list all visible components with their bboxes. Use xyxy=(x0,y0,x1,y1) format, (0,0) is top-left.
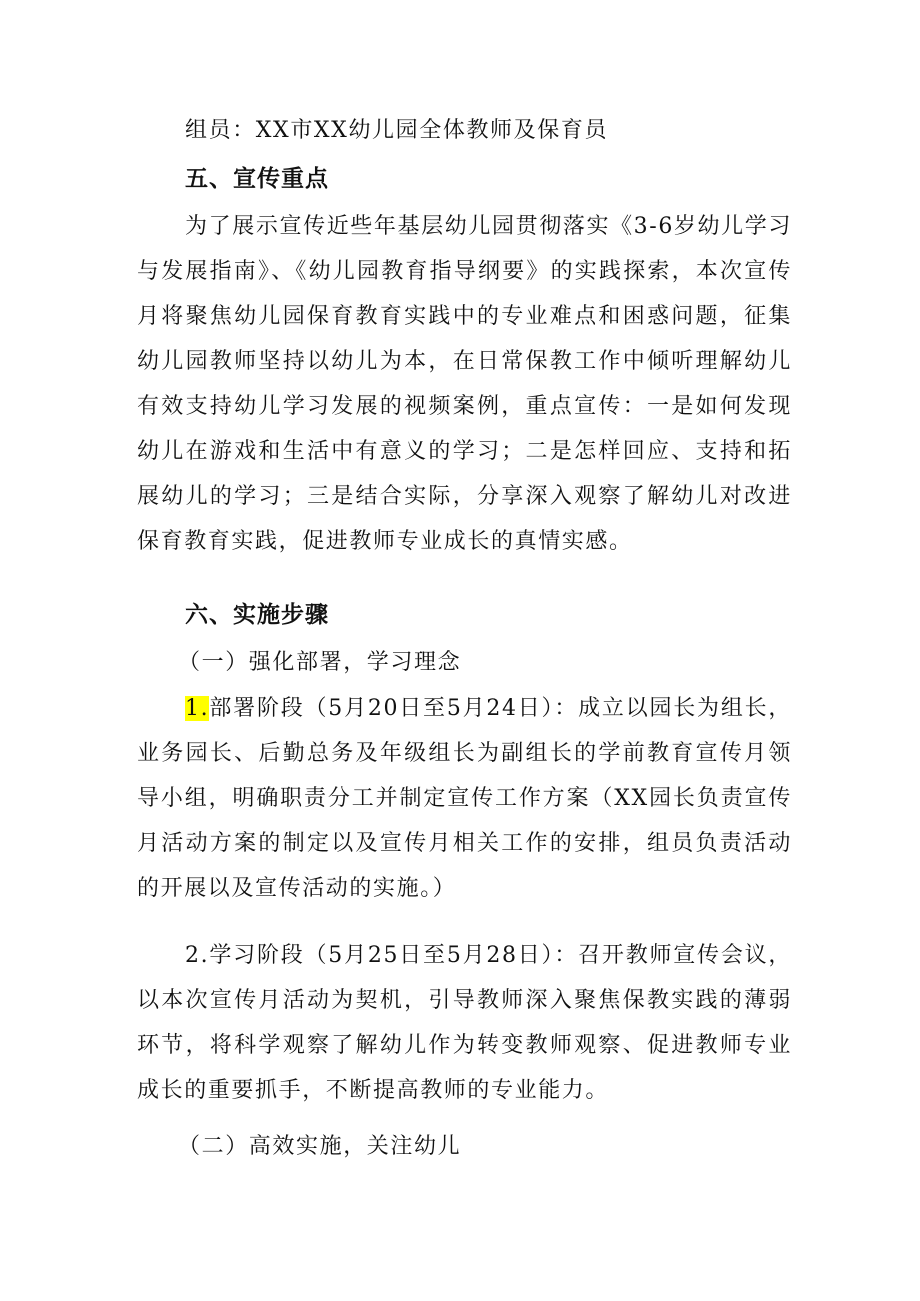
step-one-number-highlight: 1. xyxy=(185,696,210,721)
step-one-paragraph xyxy=(137,686,792,911)
section-six-heading: 六、实施步骤 xyxy=(185,602,329,628)
step-one-text: 部署阶段（5月20日至5月24日）：成立以园长为组长，业务园长、后勤总务及年级组长为副组长的学前教育宣传月领导小组，明确职责分工并制定宣传工作方案（XX园长负责宣传月活动方案的制定以及宣传月相关工作的安排，组员负责活动的开展以及宣传活动的实施。） xyxy=(137,696,792,901)
step-two-paragraph: 2.学习阶段（5月25日至5月28日）：召开教师宣传会议，以本次宣传月活动为契机，引导教师深入聚焦保教实践的薄弱环节，将科学观察了解幼儿作为转变教师观察、促进教师专业成长的重要抓手，不断提高教师的专业能力。 xyxy=(137,943,792,1103)
section-five-paragraph: 为了展示宣传近些年基层幼儿园贯彻落实《3-6岁幼儿学习与发展指南》、《幼儿园教育指导纲要》的实践探索，本次宣传月将聚焦幼儿园保育教育实践中的专业难点和困惑问题，征集幼儿园教师坚持以幼儿为本，在日常保教工作中倾听理解幼儿有效支持幼儿学习发展的视频案例，重点宣传：一是如何发现幼儿在游戏和生活中有意义的学习；二是怎样回应、支持和拓展幼儿的学习；三是结合实际，分享深入观察了解幼儿对改进保育教育实践，促进教师专业成长的真情实感。 xyxy=(137,214,792,554)
subsection-two-heading: （二）高效实施，关注幼儿 xyxy=(178,1134,462,1159)
section-five-heading: 五、宣传重点 xyxy=(185,166,329,192)
members-line: 组员：XX市XX幼儿园全体教师及保育员 xyxy=(185,118,609,143)
subsection-one-heading: （一）强化部署，学习理念 xyxy=(178,650,462,675)
